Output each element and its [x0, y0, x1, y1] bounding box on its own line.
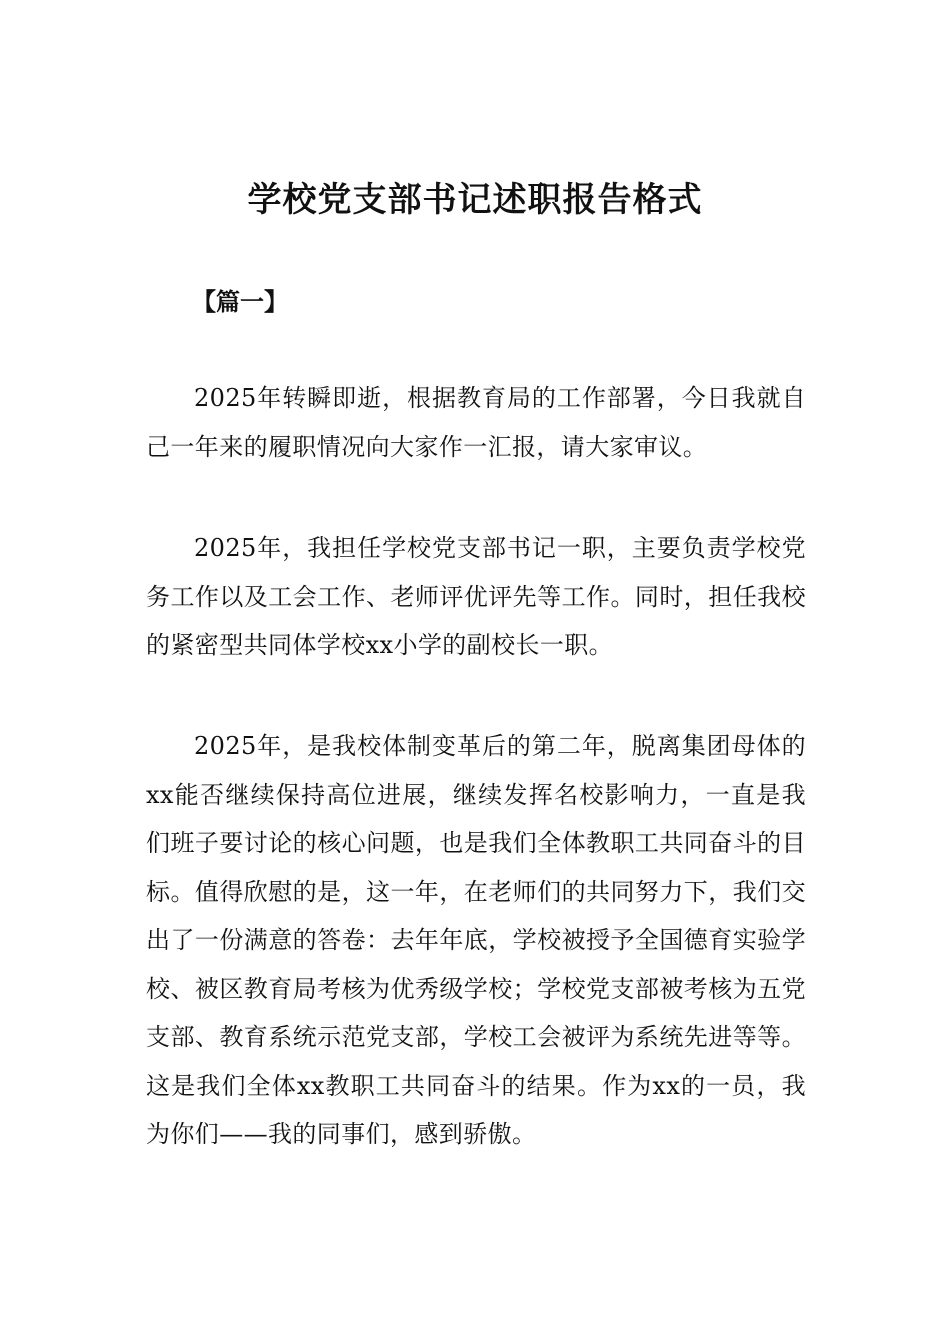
paragraph-2: 2025年，我担任学校党支部书记一职，主要负责学校党务工作以及工会工作、老师评优评先等工作。同时，担任我校的紧密型共同体学校xx小学的副校长一职。: [146, 534, 806, 659]
paragraph-1: 2025年转瞬即逝，根据教育局的工作部署，今日我就自己一年来的履职情况向大家作一汇报，请大家审议。: [146, 384, 806, 461]
document-title: 学校党支部书记述职报告格式: [247, 180, 703, 220]
section-label: 【篇一】: [192, 288, 288, 316]
paragraph-3: 2025年，是我校体制变革后的第二年，脱离集团母体的xx能否继续保持高位进展，继续发挥名校影响力，一直是我们班子要讨论的核心问题，也是我们全体教职工共同奋斗的目标。值得欣慰的是，这一年，在老师们的共同努力下，我们交出了一份满意的答卷：去年年底，学校被授予全国德育实验学校、被区教育局考核为优秀级学校；学校党支部被考核为五党支部、教育系统示范党支部，学校工会被评为系统先进等等。这是我们全体xx教职工共同奋斗的结果。作为xx的一员，我为你们——我的同事们，感到骄傲。: [146, 732, 806, 1148]
